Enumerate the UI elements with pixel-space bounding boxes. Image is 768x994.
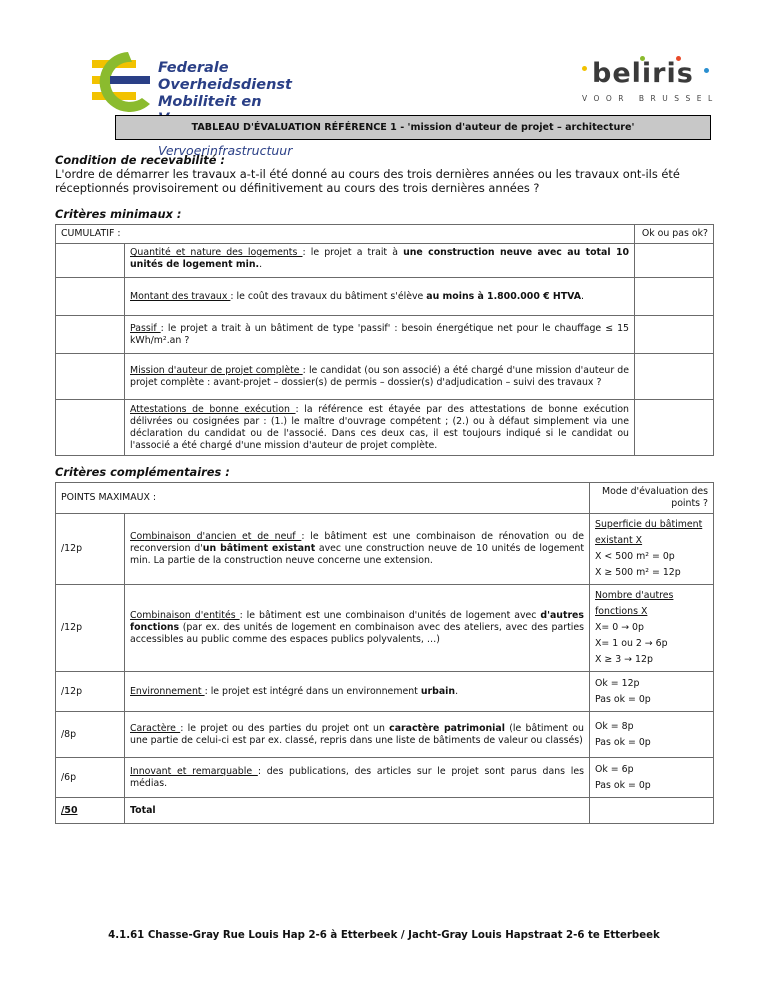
- cumulatif-label: CUMULATIF :: [56, 225, 635, 244]
- criterion-text: Attestations de bonne exécution : la référence est étayée par des attestations de bonne exécution délivrées ou cosignées par : (1.) le maître d'ouvrage compétent ; (2.) ou à défaut simplement via une déclaration du candidat ou de l'associé. Dans ces deux cas, il est toujours indiqué si le candidat ou l'associé a été chargé d'une mission d'auteur de projet complète.: [125, 400, 635, 456]
- criterion-text: Combinaison d'ancien et de neuf : le bâtiment est une combinaison de rénovation ou de reconversion d'un bâtiment existant avec une construction neuve de 10 unités de logement min. La partie de la construction neuve concerne une extension.: [125, 514, 590, 585]
- criterion-text: Montant des travaux : le coût des travaux du bâtiment s'élève au moins à 1.800.000 € HTVA.: [125, 278, 635, 316]
- check-cell[interactable]: [56, 244, 125, 278]
- mode-cell: Ok = 8p Pas ok = 0p: [590, 712, 714, 758]
- complementaires-table: [55, 482, 714, 824]
- ok-cell[interactable]: [635, 244, 714, 278]
- fod-line1: Federale Overheidsdienst: [158, 60, 292, 93]
- mode-cell: Ok = 12p Pas ok = 0p: [590, 672, 714, 712]
- fod-line3: Vervoerinfrastructuur: [158, 143, 293, 158]
- points-cell: /12p: [56, 585, 125, 672]
- table-row: [56, 244, 714, 278]
- fod-emblem-icon: [88, 46, 158, 116]
- ok-cell[interactable]: [635, 400, 714, 456]
- recevabilite-heading: Condition de recevabilité :: [55, 153, 225, 167]
- beliris-sub: VOOR BRUSSEL: [582, 94, 719, 103]
- criterion-text: Caractère : le projet ou des parties du projet ont un caractère patrimonial (le bâtiment ou une partie de celui-ci est par ex. classé, repris dans une liste de bâtiments de valeur ou classés): [125, 712, 590, 758]
- check-cell[interactable]: [56, 354, 125, 400]
- mode-column-header: Mode d'évaluation des points ?: [590, 483, 714, 514]
- logo-dot-icon: [582, 66, 587, 71]
- check-cell[interactable]: [56, 316, 125, 354]
- table-row: [56, 354, 714, 400]
- table-row: [56, 798, 714, 824]
- complementaires-heading: Critères complémentaires :: [55, 465, 230, 479]
- total-label: Total: [125, 798, 590, 824]
- criterion-text: Quantité et nature des logements : le projet a trait à une construction neuve avec au total 10 unités de logement min..: [125, 244, 635, 278]
- check-cell[interactable]: [56, 278, 125, 316]
- criterion-text: Passif : le projet a trait à un bâtiment de type 'passif' : besoin énergétique net pour le chauffage ≤ 15 kWh/m².an ?: [125, 316, 635, 354]
- mode-cell: Ok = 6p Pas ok = 0p: [590, 758, 714, 798]
- page-footer: 4.1.61 Chasse-Gray Rue Louis Hap 2-6 à Etterbeek / Jacht-Gray Louis Hapstraat 2-6 te Etterbeek: [108, 930, 660, 941]
- ok-column-header: Ok ou pas ok?: [635, 225, 714, 244]
- ok-cell[interactable]: [635, 354, 714, 400]
- points-label: POINTS MAXIMAUX :: [56, 483, 590, 514]
- points-cell: /12p: [56, 672, 125, 712]
- table-row: [56, 758, 714, 798]
- mode-cell: Nombre d'autres fonctions X X= 0 → 0p X= 1 ou 2 → 6p X ≥ 3 → 12p: [590, 585, 714, 672]
- table-row: [56, 514, 714, 585]
- table-row: [56, 316, 714, 354]
- points-cell: /8p: [56, 712, 125, 758]
- criterion-text: Mission d'auteur de projet complète : le candidat (ou son associé) a été chargé d'une mission d'auteur de projet complète : avant-projet – dossier(s) de permis – dossier(s) d'adjudication – suivi des travaux ?: [125, 354, 635, 400]
- fod-line2: Mobiliteit en: [158, 94, 262, 110]
- total-points-cell: /50: [56, 798, 125, 824]
- table-row: [56, 225, 714, 244]
- table-row: [56, 672, 714, 712]
- check-cell[interactable]: [56, 400, 125, 456]
- points-cell: /12p: [56, 514, 125, 585]
- minimaux-table: [55, 224, 714, 456]
- table-row: [56, 483, 714, 514]
- table-row: [56, 712, 714, 758]
- table-row: [56, 400, 714, 456]
- ok-cell[interactable]: [635, 278, 714, 316]
- points-cell: /6p: [56, 758, 125, 798]
- beliris-logo: [580, 58, 719, 108]
- criterion-text: Environnement : le projet est intégré dans un environnement urbain.: [125, 672, 590, 712]
- mode-cell: Superficie du bâtiment existant X X < 500 m² = 0p X ≥ 500 m² = 12p: [590, 514, 714, 585]
- criterion-text: Innovant et remarquable : des publications, des articles sur le projet sont parus dans les médias.: [125, 758, 590, 798]
- fod-logo: [88, 46, 328, 158]
- criterion-text: Combinaison d'entités : le bâtiment est une combinaison d'unités de logement avec d'autres fonctions (par ex. des unités de logement en combinaison avec des ateliers, avec des parties accessibles au public comme des espaces publics polyvalents, …): [125, 585, 590, 672]
- minimaux-heading: Critères minimaux :: [55, 207, 182, 221]
- table-row: [56, 278, 714, 316]
- page-title: TABLEAU D'ÉVALUATION RÉFÉRENCE 1 - 'mission d'auteur de projet – architecture': [115, 115, 711, 140]
- ok-cell[interactable]: [635, 316, 714, 354]
- total-mode-cell: [590, 798, 714, 824]
- beliris-word: beliris: [592, 58, 694, 89]
- logo-dot-icon: [704, 68, 709, 73]
- recevabilite-section: [55, 153, 715, 195]
- table-row: [56, 585, 714, 672]
- recevabilite-text: L'ordre de démarrer les travaux a-t-il été donné au cours des trois dernières années ou les travaux ont-ils été réceptionnés provisoirement ou définitivement au cours des trois dernières années ?: [55, 167, 680, 195]
